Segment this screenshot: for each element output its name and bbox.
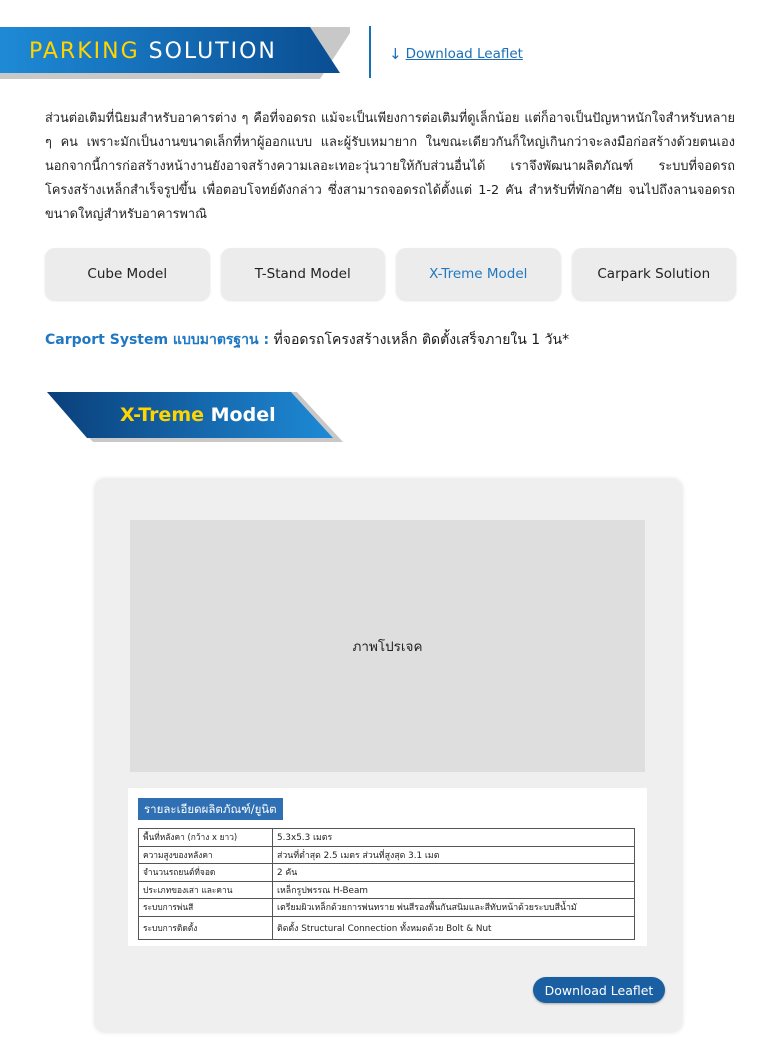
tab-cube-model[interactable]: Cube Model	[45, 248, 210, 300]
spec-header: รายละเอียดผลิตภัณฑ์/ยูนิต	[138, 798, 283, 820]
spec-sheet	[128, 788, 647, 946]
carport-description: ที่จอดรถโครงสร้างเหล็ก ติดตั้งเสร็จภายใน 1 วัน*	[269, 332, 570, 348]
table-row	[139, 864, 635, 882]
header-divider	[369, 26, 371, 78]
spec-value: 2 คัน	[273, 864, 635, 882]
page-title	[29, 39, 277, 64]
arrow-down-icon: ↓	[389, 45, 402, 63]
intro-paragraph: ส่วนต่อเติมที่นิยมสำหรับอาคารต่าง ๆ คือที่จอดรถ แม้จะเป็นเพียงการต่อเติมที่ดูเล็กน้อย แต่ก็อาจเป็นปัญหาหนักใจสำหรับหลาย ๆ คน เพราะมักเป็นงานขนาดเล็กที่หาผู้ออกแบบ และผู้รับเหมายาก ในขณะเดียวกันก็ใหญ่เกินกว่าจะลงมือก่อสร้างด้วยตนเอง นอกจากนี้การก่อสร้างหน้างานยังอาจสร้างความเลอะเทอะวุ่นวายให้กับส่วนอื่นได้ เราจึงพัฒนาผลิตภัณฑ์ ระบบที่จอดรถโครงสร้างเหล็กสำเร็จรูปขึ้น เพื่อตอบโจทย์ดังกล่าว ซึ่งสามารถจอดรถได้ตั้งแต่ 1-2 คัน สำหรับที่พักอาศัย จนไปถึงลานจอดรถขนาดใหญ่สำหรับอาคารพาณิ	[45, 111, 735, 222]
table-row	[139, 899, 635, 917]
carport-title: Carport System แบบมาตรฐาน :	[45, 332, 270, 348]
spec-label: ประเภทของเสา และคาน	[139, 881, 273, 899]
model-tabs	[45, 248, 736, 300]
table-row	[139, 829, 635, 847]
download-leaflet-link-label: Download Leaflet	[405, 46, 523, 62]
spec-value: ติดตั้ง Structural Connection ทั้งหมดด้วย Bolt & Nut	[273, 916, 635, 939]
spec-label: จำนวนรถยนต์ที่จอด	[139, 864, 273, 882]
project-image-label: ภาพโปรเจค	[352, 639, 423, 655]
page-title-highlight: PARKING	[29, 39, 140, 64]
spec-value: 5.3x5.3 เมตร	[273, 829, 635, 847]
tab-x-treme-model[interactable]: X-Treme Model	[396, 248, 561, 300]
spec-label: ระบบการพ่นสี	[139, 899, 273, 917]
spec-label: ความสูงของหลังคา	[139, 846, 273, 864]
tab-t-stand-model[interactable]: T-Stand Model	[221, 248, 386, 300]
download-leaflet-button[interactable]: Download Leaflet	[533, 977, 665, 1003]
spec-value: ส่วนที่ต่ำสุด 2.5 เมตร ส่วนที่สูงสุด 3.1 เมต	[273, 846, 635, 864]
spec-value: เตรียมผิวเหล็กด้วยการพ่นทราย พ่นสีรองพื้นกันสนิมและสีทับหน้าด้วยระบบสีน้ำมั	[273, 899, 635, 917]
table-row	[139, 881, 635, 899]
spec-label: พื้นที่หลังคา (กว้าง x ยาว)	[139, 829, 273, 847]
spec-table	[138, 828, 635, 940]
model-card	[95, 479, 682, 1032]
model-title	[120, 404, 276, 426]
tab-carpark-solution[interactable]: Carpark Solution	[572, 248, 737, 300]
carport-line	[45, 329, 569, 351]
download-leaflet-link[interactable]	[389, 45, 523, 63]
spec-label: ระบบการติดตั้ง	[139, 916, 273, 939]
project-image-placeholder	[130, 520, 645, 772]
spec-value: เหล็กรูปพรรณ H-Beam	[273, 881, 635, 899]
table-row	[139, 916, 635, 939]
model-title-rest: Model	[210, 404, 276, 426]
table-row	[139, 846, 635, 864]
page-title-rest: SOLUTION	[148, 39, 277, 64]
model-title-highlight: X-Treme	[120, 404, 205, 426]
